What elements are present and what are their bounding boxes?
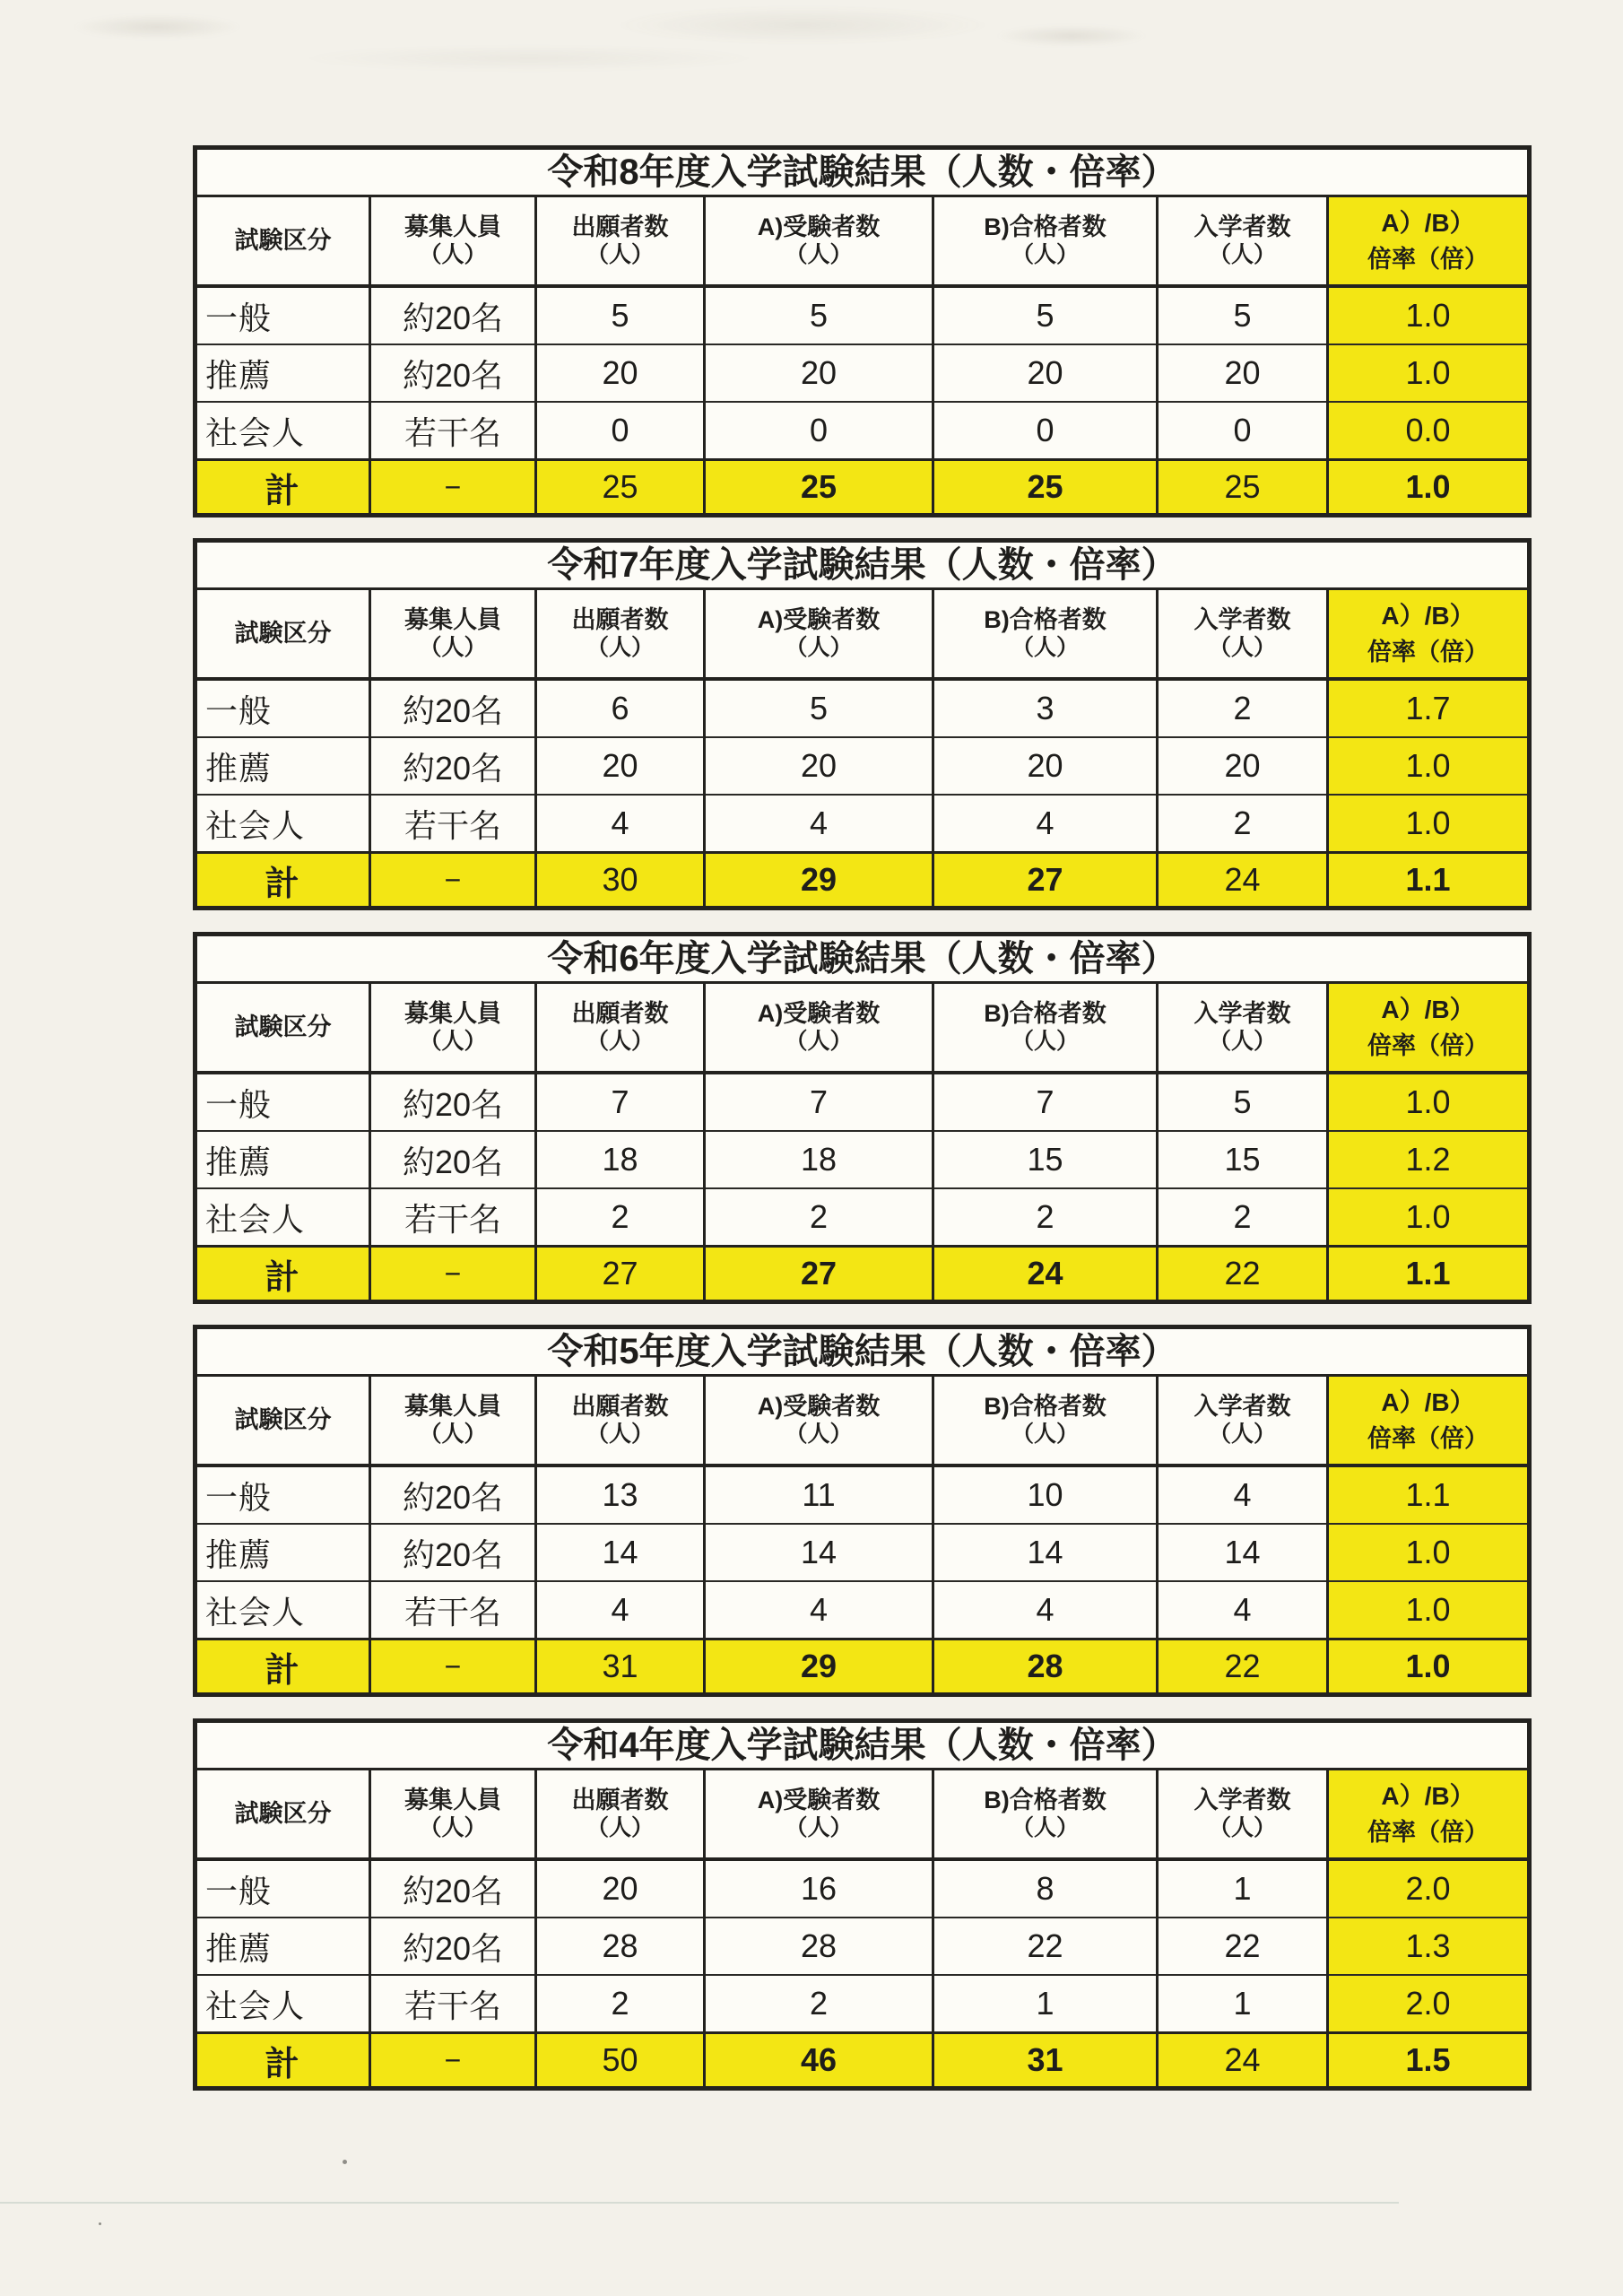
cell-passers: 22 (933, 1918, 1158, 1975)
cell-ratio: 1.0 (1328, 286, 1530, 344)
cell-enrolled: 4 (1158, 1465, 1328, 1524)
cell-applicants: 4 (536, 795, 705, 853)
cell-enrolled-total: 22 (1158, 1639, 1328, 1695)
column-header-unit: （人） (419, 634, 487, 660)
cell-category: 一般 (195, 286, 370, 344)
cell-ratio: 1.0 (1328, 1524, 1530, 1581)
column-header-label: 募集人員 (404, 1392, 501, 1420)
column-header-label: 出願者数 (571, 999, 669, 1027)
exam-results-grid (193, 145, 1532, 517)
cell-quota: 約20名 (370, 1918, 536, 1975)
column-header-label: 募集人員 (404, 1786, 501, 1813)
scan-artifact (99, 2222, 101, 2225)
column-header-unit: （人） (785, 1421, 853, 1447)
cell-applicants: 0 (536, 402, 705, 460)
column-header-unit: 倍率（倍） (1367, 245, 1489, 273)
column-header-unit: （人） (785, 241, 853, 267)
column-header-unit: （人） (586, 634, 654, 660)
cell-ratio: 2.0 (1328, 1975, 1530, 2033)
cell-enrolled: 0 (1158, 402, 1328, 460)
cell-enrolled: 14 (1158, 1524, 1328, 1581)
table-row (195, 286, 1530, 344)
cell-passers: 2 (933, 1188, 1158, 1247)
column-header-quota (370, 983, 536, 1074)
cell-quota: 若干名 (370, 402, 536, 460)
column-header-unit: （人） (586, 1421, 654, 1447)
cell-ratio-total: 1.1 (1328, 1247, 1530, 1302)
scan-artifact (995, 25, 1148, 47)
column-header-examinees (705, 589, 933, 680)
column-header-examinees (705, 1376, 933, 1466)
cell-passers: 8 (933, 1859, 1158, 1918)
column-header-unit: （人） (586, 1028, 654, 1054)
cell-examinees: 4 (705, 1581, 933, 1639)
table-row (195, 1524, 1530, 1581)
column-header-enrolled (1158, 1770, 1328, 1860)
column-header-unit: （人） (1208, 1814, 1276, 1840)
cell-examinees: 4 (705, 795, 933, 853)
exam-results-table (193, 1718, 1527, 2091)
cell-enrolled: 1 (1158, 1859, 1328, 1918)
cell-examinees: 11 (705, 1465, 933, 1524)
column-header-quota (370, 196, 536, 287)
cell-examinees: 2 (705, 1975, 933, 2033)
column-header-quota (370, 1770, 536, 1860)
cell-applicants: 13 (536, 1465, 705, 1524)
cell-passers: 3 (933, 679, 1158, 737)
cell-applicants: 18 (536, 1131, 705, 1188)
total-row (195, 2033, 1530, 2089)
table-row (195, 1581, 1530, 1639)
column-header-label: 試験区分 (234, 1799, 332, 1827)
column-header-label: B)合格者数 (984, 1392, 1107, 1420)
column-header-unit: （人） (1011, 1028, 1079, 1054)
cell-category: 推薦 (195, 1131, 370, 1188)
column-header-ratio (1328, 589, 1530, 680)
cell-category: 推薦 (195, 737, 370, 795)
column-header-unit: （人） (785, 1028, 853, 1054)
table-title: 令和7年度入学試験結果（人数・倍率） (195, 541, 1530, 589)
cell-quota: 約20名 (370, 1131, 536, 1188)
column-header-unit: （人） (1208, 1028, 1276, 1054)
column-header-label: 募集人員 (404, 999, 501, 1027)
cell-applicants: 2 (536, 1975, 705, 2033)
cell-ratio: 0.0 (1328, 402, 1530, 460)
cell-applicants: 6 (536, 679, 705, 737)
table-row (195, 1188, 1530, 1247)
cell-examinees: 2 (705, 1188, 933, 1247)
column-header-category (195, 196, 370, 287)
column-header-label: 出願者数 (571, 213, 669, 240)
table-row (195, 1918, 1530, 1975)
column-header-enrolled (1158, 196, 1328, 287)
cell-examinees-total: 25 (705, 460, 933, 516)
column-header-label: 入学者数 (1193, 605, 1291, 633)
cell-ratio: 2.0 (1328, 1859, 1530, 1918)
cell-category: 一般 (195, 679, 370, 737)
column-header-unit: （人） (1011, 1421, 1079, 1447)
cell-applicants: 5 (536, 286, 705, 344)
cell-examinees: 0 (705, 402, 933, 460)
column-header-label: 出願者数 (571, 1786, 669, 1813)
column-header-category (195, 589, 370, 680)
scan-artifact (72, 14, 242, 39)
total-row (195, 853, 1530, 909)
cell-applicants: 20 (536, 1859, 705, 1918)
column-header-unit: 倍率（倍） (1367, 638, 1489, 665)
table-row (195, 1131, 1530, 1188)
column-header-label: A)受験者数 (757, 605, 881, 633)
column-header-applicants (536, 983, 705, 1074)
cell-ratio-total: 1.1 (1328, 853, 1530, 909)
cell-examinees: 7 (705, 1073, 933, 1131)
cell-quota: 約20名 (370, 679, 536, 737)
cell-enrolled: 4 (1158, 1581, 1328, 1639)
column-header-applicants (536, 589, 705, 680)
cell-examinees: 14 (705, 1524, 933, 1581)
cell-applicants-total: 31 (536, 1639, 705, 1695)
column-header-unit: （人） (419, 1028, 487, 1054)
table-header-row (195, 1770, 1530, 1860)
table-title-row (195, 148, 1530, 196)
column-header-enrolled (1158, 983, 1328, 1074)
column-header-examinees (705, 983, 933, 1074)
cell-ratio: 1.0 (1328, 1188, 1530, 1247)
cell-category-total: 計 (195, 2033, 370, 2089)
cell-passers-total: 24 (933, 1247, 1158, 1302)
cell-quota-total: − (370, 460, 536, 516)
column-header-unit: （人） (586, 241, 654, 267)
cell-enrolled-total: 24 (1158, 853, 1328, 909)
column-header-label: 入学者数 (1193, 213, 1291, 240)
cell-category-total: 計 (195, 853, 370, 909)
column-header-unit: （人） (785, 634, 853, 660)
cell-examinees: 16 (705, 1859, 933, 1918)
column-header-category (195, 1770, 370, 1860)
cell-applicants-total: 27 (536, 1247, 705, 1302)
cell-quota: 約20名 (370, 737, 536, 795)
cell-quota: 若干名 (370, 1581, 536, 1639)
cell-enrolled: 5 (1158, 1073, 1328, 1131)
cell-examinees-total: 29 (705, 1639, 933, 1695)
cell-passers-total: 25 (933, 460, 1158, 516)
cell-examinees: 20 (705, 344, 933, 402)
cell-passers: 7 (933, 1073, 1158, 1131)
cell-enrolled: 20 (1158, 344, 1328, 402)
cell-enrolled: 15 (1158, 1131, 1328, 1188)
table-row (195, 679, 1530, 737)
cell-examinees: 5 (705, 286, 933, 344)
cell-category: 推薦 (195, 1918, 370, 1975)
exam-results-table (193, 145, 1527, 517)
cell-ratio: 1.1 (1328, 1465, 1530, 1524)
cell-passers: 20 (933, 737, 1158, 795)
cell-applicants: 20 (536, 344, 705, 402)
scan-artifact (343, 2160, 347, 2164)
cell-category: 一般 (195, 1465, 370, 1524)
cell-category: 社会人 (195, 1975, 370, 2033)
column-header-passers (933, 196, 1158, 287)
cell-applicants-total: 25 (536, 460, 705, 516)
column-header-label: A)受験者数 (757, 213, 881, 240)
cell-quota-total: − (370, 2033, 536, 2089)
cell-applicants: 4 (536, 1581, 705, 1639)
cell-passers: 20 (933, 344, 1158, 402)
cell-category: 社会人 (195, 1188, 370, 1247)
cell-ratio: 1.7 (1328, 679, 1530, 737)
table-header-row (195, 1376, 1530, 1466)
column-header-label: B)合格者数 (984, 1786, 1107, 1813)
column-header-unit: （人） (419, 1814, 487, 1840)
cell-quota: 約20名 (370, 1073, 536, 1131)
table-row (195, 344, 1530, 402)
column-header-examinees (705, 196, 933, 287)
column-header-passers (933, 589, 1158, 680)
cell-passers: 1 (933, 1975, 1158, 2033)
cell-applicants: 14 (536, 1524, 705, 1581)
cell-ratio: 1.0 (1328, 737, 1530, 795)
cell-enrolled: 22 (1158, 1918, 1328, 1975)
table-title: 令和6年度入学試験結果（人数・倍率） (195, 935, 1530, 983)
exam-results-table (193, 1325, 1527, 1697)
column-header-unit: （人） (1208, 241, 1276, 267)
column-header-label: A）/B） (1381, 601, 1475, 630)
scan-artifact (0, 2202, 1399, 2204)
cell-category: 推薦 (195, 1524, 370, 1581)
cell-ratio: 1.2 (1328, 1131, 1530, 1188)
table-row (195, 1975, 1530, 2033)
cell-ratio: 1.3 (1328, 1918, 1530, 1975)
column-header-unit: （人） (419, 1421, 487, 1447)
cell-enrolled-total: 24 (1158, 2033, 1328, 2089)
cell-ratio: 1.0 (1328, 795, 1530, 853)
table-title: 令和4年度入学試験結果（人数・倍率） (195, 1721, 1530, 1770)
column-header-unit: 倍率（倍） (1367, 1424, 1489, 1452)
cell-passers: 5 (933, 286, 1158, 344)
cell-enrolled-total: 22 (1158, 1247, 1328, 1302)
cell-category: 社会人 (195, 1581, 370, 1639)
table-row (195, 1465, 1530, 1524)
scan-artifact (296, 45, 762, 72)
column-header-passers (933, 1770, 1158, 1860)
column-header-unit: （人） (1011, 1814, 1079, 1840)
table-title-row (195, 1721, 1530, 1770)
cell-ratio-total: 1.0 (1328, 460, 1530, 516)
cell-examinees: 20 (705, 737, 933, 795)
column-header-unit: （人） (1208, 634, 1276, 660)
column-header-passers (933, 983, 1158, 1074)
column-header-unit: （人） (1011, 634, 1079, 660)
cell-ratio: 1.0 (1328, 1073, 1530, 1131)
cell-examinees: 18 (705, 1131, 933, 1188)
cell-category-total: 計 (195, 460, 370, 516)
total-row (195, 1639, 1530, 1695)
table-title: 令和5年度入学試験結果（人数・倍率） (195, 1327, 1530, 1376)
column-header-ratio (1328, 1376, 1530, 1466)
cell-enrolled: 5 (1158, 286, 1328, 344)
cell-quota-total: − (370, 1639, 536, 1695)
column-header-unit: 倍率（倍） (1367, 1031, 1489, 1059)
cell-category: 一般 (195, 1073, 370, 1131)
exam-results-grid (193, 538, 1532, 910)
column-header-label: 試験区分 (234, 1405, 332, 1433)
column-header-label: B)合格者数 (984, 605, 1107, 633)
column-header-unit: 倍率（倍） (1367, 1818, 1489, 1846)
column-header-label: 試験区分 (234, 1013, 332, 1040)
column-header-label: 出願者数 (571, 605, 669, 633)
column-header-ratio (1328, 983, 1530, 1074)
exam-results-table (193, 932, 1527, 1304)
column-header-label: A）/B） (1381, 1781, 1475, 1810)
cell-quota: 若干名 (370, 1188, 536, 1247)
column-header-label: 入学者数 (1193, 1392, 1291, 1420)
cell-applicants-total: 30 (536, 853, 705, 909)
cell-quota: 約20名 (370, 1524, 536, 1581)
table-row (195, 795, 1530, 853)
table-title-row (195, 1327, 1530, 1376)
cell-enrolled-total: 25 (1158, 460, 1328, 516)
column-header-ratio (1328, 1770, 1530, 1860)
column-header-quota (370, 1376, 536, 1466)
cell-enrolled: 2 (1158, 679, 1328, 737)
cell-enrolled: 2 (1158, 1188, 1328, 1247)
total-row (195, 1247, 1530, 1302)
table-row (195, 737, 1530, 795)
exam-results-grid (193, 1325, 1532, 1697)
column-header-label: A)受験者数 (757, 1392, 881, 1420)
column-header-unit: （人） (586, 1814, 654, 1840)
column-header-label: A)受験者数 (757, 999, 881, 1027)
column-header-unit: （人） (419, 241, 487, 267)
column-header-label: 試験区分 (234, 619, 332, 647)
column-header-unit: （人） (1011, 241, 1079, 267)
table-header-row (195, 589, 1530, 680)
cell-quota-total: − (370, 1247, 536, 1302)
cell-applicants: 7 (536, 1073, 705, 1131)
cell-examinees-total: 46 (705, 2033, 933, 2089)
cell-category-total: 計 (195, 1639, 370, 1695)
column-header-label: 募集人員 (404, 213, 501, 240)
column-header-label: A）/B） (1381, 995, 1475, 1023)
table-row (195, 1073, 1530, 1131)
column-header-applicants (536, 1770, 705, 1860)
column-header-label: 試験区分 (234, 226, 332, 254)
total-row (195, 460, 1530, 516)
column-header-unit: （人） (785, 1814, 853, 1840)
cell-passers: 0 (933, 402, 1158, 460)
cell-examinees-total: 27 (705, 1247, 933, 1302)
exam-results-table (193, 538, 1527, 910)
cell-category: 社会人 (195, 402, 370, 460)
column-header-label: 募集人員 (404, 605, 501, 633)
exam-results-grid (193, 932, 1532, 1304)
cell-category-total: 計 (195, 1247, 370, 1302)
cell-quota-total: − (370, 853, 536, 909)
column-header-quota (370, 589, 536, 680)
column-header-label: 出願者数 (571, 1392, 669, 1420)
column-header-category (195, 1376, 370, 1466)
cell-category: 一般 (195, 1859, 370, 1918)
cell-quota: 約20名 (370, 344, 536, 402)
cell-passers-total: 28 (933, 1639, 1158, 1695)
column-header-passers (933, 1376, 1158, 1466)
column-header-label: 入学者数 (1193, 1786, 1291, 1813)
column-header-examinees (705, 1770, 933, 1860)
cell-quota: 約20名 (370, 1465, 536, 1524)
cell-examinees-total: 29 (705, 853, 933, 909)
cell-enrolled: 1 (1158, 1975, 1328, 2033)
column-header-category (195, 983, 370, 1074)
table-row (195, 1859, 1530, 1918)
cell-passers: 4 (933, 795, 1158, 853)
cell-passers-total: 31 (933, 2033, 1158, 2089)
cell-category: 社会人 (195, 795, 370, 853)
cell-examinees: 28 (705, 1918, 933, 1975)
exam-results-grid (193, 1718, 1532, 2091)
table-row (195, 402, 1530, 460)
column-header-label: A）/B） (1381, 208, 1475, 237)
column-header-applicants (536, 196, 705, 287)
column-header-label: 入学者数 (1193, 999, 1291, 1027)
column-header-label: B)合格者数 (984, 999, 1107, 1027)
cell-ratio: 1.0 (1328, 1581, 1530, 1639)
column-header-enrolled (1158, 1376, 1328, 1466)
cell-enrolled: 2 (1158, 795, 1328, 853)
cell-quota: 若干名 (370, 795, 536, 853)
table-title: 令和8年度入学試験結果（人数・倍率） (195, 148, 1530, 196)
cell-quota: 約20名 (370, 286, 536, 344)
column-header-applicants (536, 1376, 705, 1466)
column-header-label: B)合格者数 (984, 213, 1107, 240)
cell-applicants-total: 50 (536, 2033, 705, 2089)
column-header-ratio (1328, 196, 1530, 287)
cell-passers: 15 (933, 1131, 1158, 1188)
column-header-label: A)受験者数 (757, 1786, 881, 1813)
cell-ratio-total: 1.5 (1328, 2033, 1530, 2089)
table-header-row (195, 196, 1530, 287)
cell-category: 推薦 (195, 344, 370, 402)
table-title-row (195, 541, 1530, 589)
cell-enrolled: 20 (1158, 737, 1328, 795)
cell-quota: 若干名 (370, 1975, 536, 2033)
column-header-enrolled (1158, 589, 1328, 680)
table-title-row (195, 935, 1530, 983)
cell-applicants: 20 (536, 737, 705, 795)
cell-ratio-total: 1.0 (1328, 1639, 1530, 1695)
cell-ratio: 1.0 (1328, 344, 1530, 402)
cell-passers: 4 (933, 1581, 1158, 1639)
cell-applicants: 28 (536, 1918, 705, 1975)
cell-passers-total: 27 (933, 853, 1158, 909)
cell-applicants: 2 (536, 1188, 705, 1247)
cell-passers: 14 (933, 1524, 1158, 1581)
table-header-row (195, 983, 1530, 1074)
cell-quota: 約20名 (370, 1859, 536, 1918)
cell-passers: 10 (933, 1465, 1158, 1524)
scan-artifact (610, 5, 995, 45)
column-header-unit: （人） (1208, 1421, 1276, 1447)
column-header-label: A）/B） (1381, 1387, 1475, 1416)
cell-examinees: 5 (705, 679, 933, 737)
